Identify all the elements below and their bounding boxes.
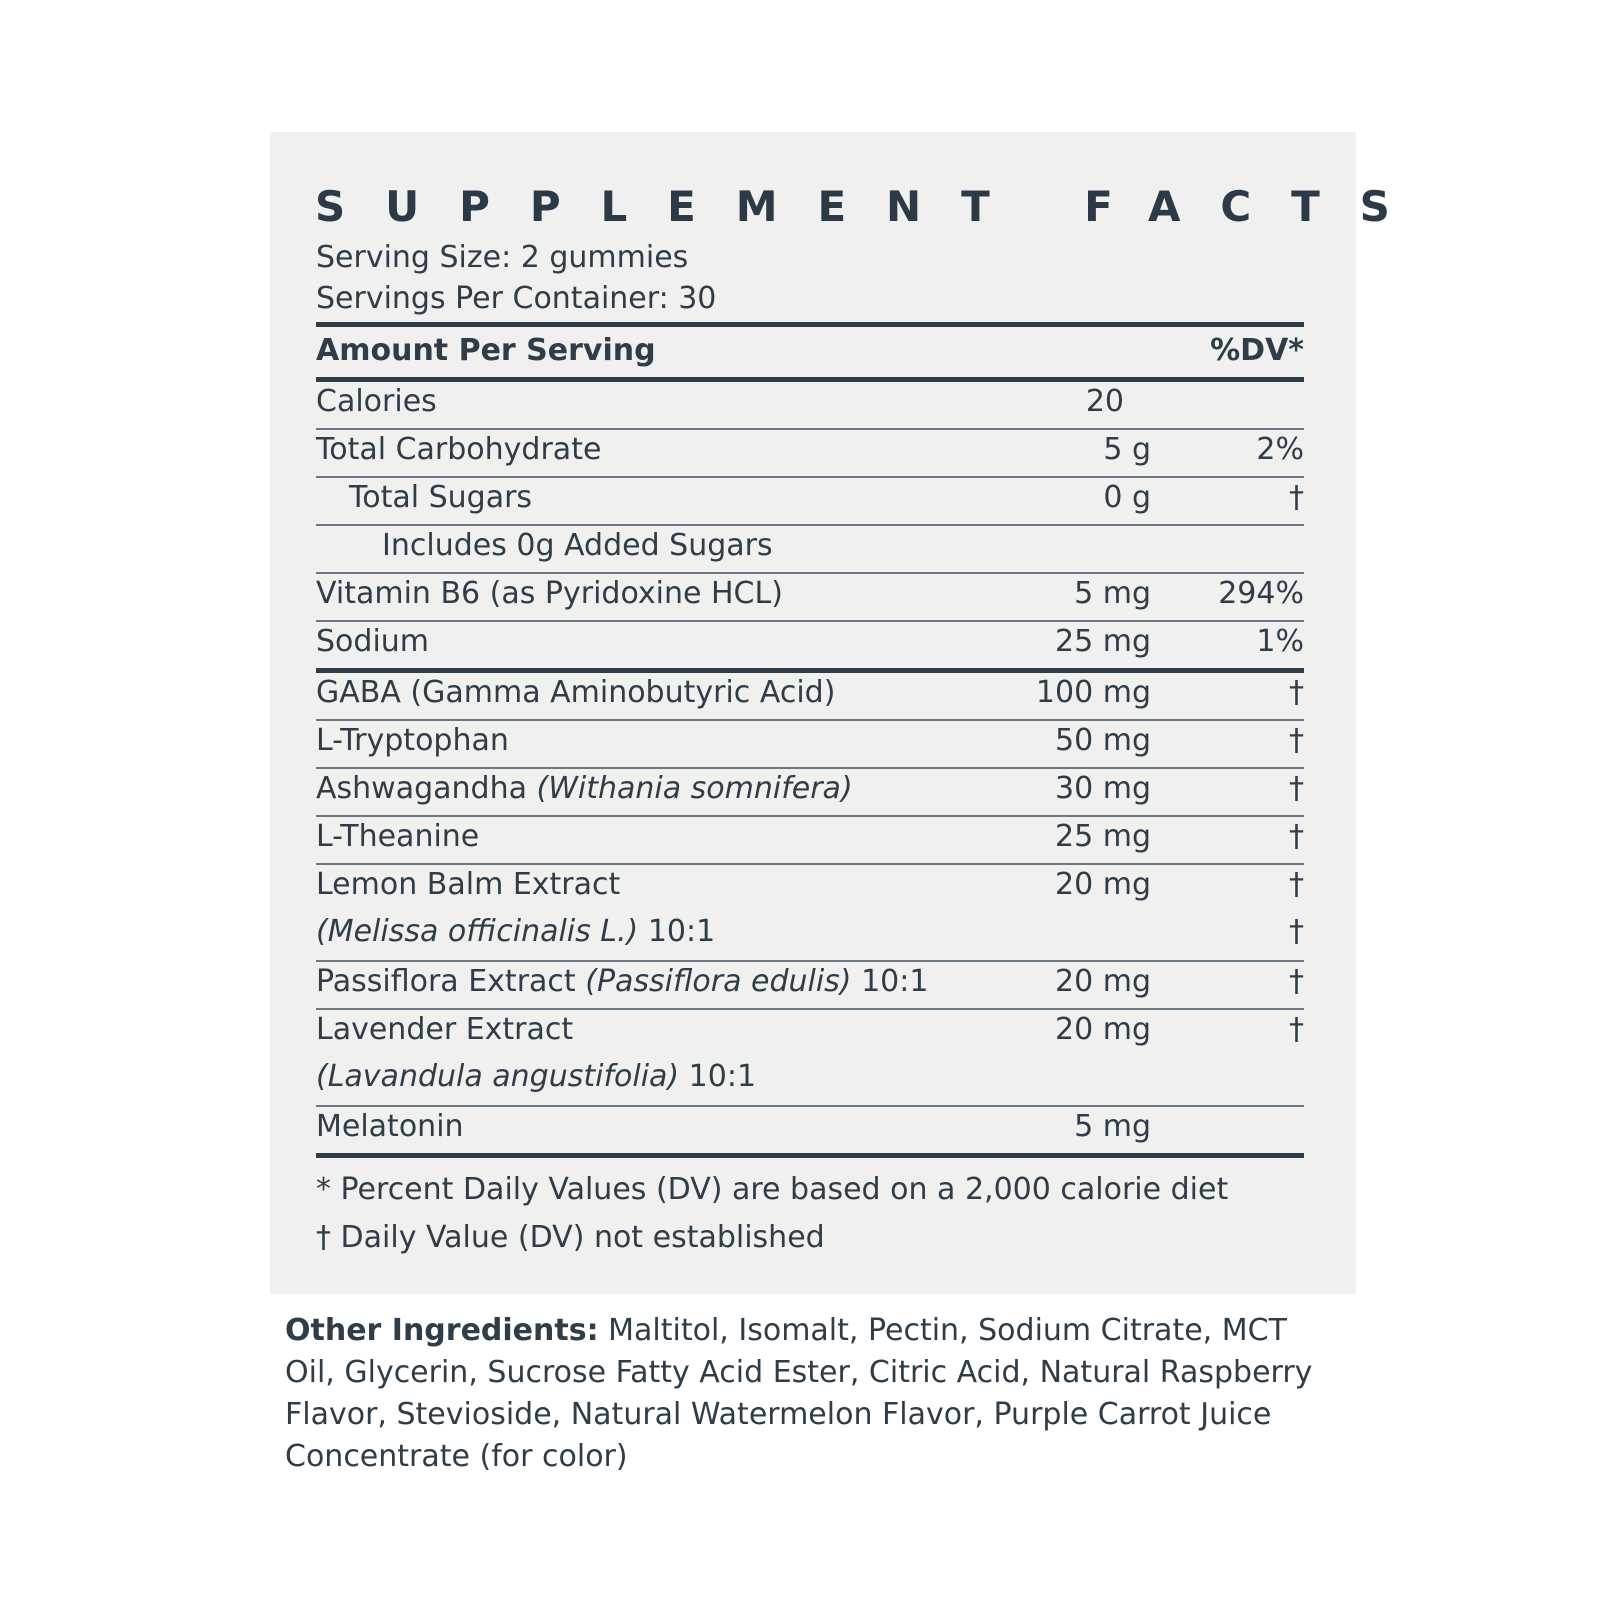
nutrient-amount: 5 mg [1074, 1109, 1151, 1144]
nutrient-amount: 20 mg [1055, 964, 1151, 999]
table-row [316, 1107, 1304, 1153]
table-row [316, 1010, 1304, 1105]
dv-footnote: * Percent Daily Values (DV) are based on a 2,000 calorie diet [316, 1172, 1229, 1207]
table-row [316, 721, 1304, 767]
nutrient-amount: 20 [1085, 384, 1124, 419]
nutrient-name: Calories [316, 384, 437, 419]
amount-per-serving-heading: Amount Per Serving [316, 333, 656, 368]
table-row [316, 673, 1304, 719]
table-header [316, 327, 1304, 377]
nutrient-dv: 2% [1256, 432, 1304, 467]
nutrient-name [316, 771, 853, 806]
nutrient-name: Lemon Balm Extract [316, 867, 621, 902]
nutrient-name: Total Sugars [349, 480, 533, 515]
nutrient-name: Lavender Extract [316, 1012, 574, 1047]
extract-ratio: 10:1 [861, 964, 929, 999]
facts-table [316, 322, 1304, 1158]
nutrient-dv: † [1289, 723, 1304, 758]
ingredient-common-name: Passiflora Extract [316, 964, 576, 999]
table-row [316, 526, 1304, 572]
divider-thick [316, 1153, 1304, 1158]
ingredient-common-name: Ashwagandha [316, 771, 527, 806]
dv-heading: %DV* [1210, 333, 1304, 368]
nutrient-name: L-Theanine [316, 819, 480, 854]
nutrient-name: Total Carbohydrate [316, 432, 602, 467]
nutrient-dv: † [1289, 819, 1304, 854]
table-row [316, 769, 1304, 815]
table-row [316, 574, 1304, 620]
ingredient-subline [316, 1059, 756, 1094]
table-row [316, 622, 1304, 668]
nutrient-name [316, 964, 928, 999]
nutrient-amount: 5 mg [1074, 576, 1151, 611]
nutrient-amount: 30 mg [1055, 771, 1151, 806]
other-ingredients-label: Other Ingredients: [285, 1313, 599, 1348]
table-row [316, 430, 1304, 476]
nutrient-amount: 20 mg [1055, 1012, 1151, 1047]
extract-ratio: 10:1 [688, 1059, 757, 1094]
nutrient-amount: 0 g [1103, 480, 1151, 515]
ingredient-latin-name: (Withania somnifera) [536, 771, 853, 806]
nutrient-dv: 1% [1256, 624, 1304, 659]
nutrient-dv: 294% [1218, 576, 1304, 611]
nutrient-dv: † [1289, 771, 1304, 806]
nutrient-name: Vitamin B6 (as Pyridoxine HCL) [316, 576, 783, 611]
nutrient-dv: † [1289, 675, 1304, 710]
servings-per-container: Servings Per Container: 30 [316, 281, 717, 316]
nutrient-name: Sodium [316, 624, 430, 659]
table-row [316, 817, 1304, 863]
table-row [316, 865, 1304, 960]
dagger-footnote: † Daily Value (DV) not established [316, 1220, 825, 1255]
nutrient-amount: 20 mg [1055, 867, 1151, 902]
supplement-facts-panel [270, 132, 1430, 1294]
supplement-facts-title: SUPPLEMENT FACTS [315, 182, 1430, 231]
nutrient-name: GABA (Gamma Aminobutyric Acid) [316, 675, 836, 710]
table-row [316, 962, 1304, 1008]
serving-size: Serving Size: 2 gummies [316, 240, 689, 275]
ingredient-latin-name: (Passiflora edulis) [585, 964, 852, 999]
nutrient-dv: † [1289, 964, 1304, 999]
ingredient-latin-name: (Melissa officinalis L.) [316, 914, 639, 949]
nutrient-amount: 100 mg [1035, 675, 1151, 710]
ingredient-subline [316, 914, 715, 949]
nutrient-amount: 50 mg [1055, 723, 1151, 758]
nutrient-amount: 25 mg [1055, 819, 1151, 854]
ingredient-latin-name: (Lavandula angustifolia) [316, 1059, 680, 1094]
table-row [316, 382, 1304, 428]
table-row [316, 478, 1304, 524]
nutrient-dv: † [1289, 867, 1304, 902]
nutrient-name: L-Tryptophan [316, 723, 509, 758]
nutrient-dv: † [1289, 1012, 1304, 1047]
nutrient-amount: 25 mg [1055, 624, 1151, 659]
nutrient-dv: † [1289, 480, 1304, 515]
other-ingredients [285, 1310, 1335, 1478]
extract-ratio: 10:1 [647, 914, 716, 949]
nutrient-name: Melatonin [316, 1109, 464, 1144]
nutrient-amount: 5 g [1103, 432, 1151, 467]
nutrient-name: Includes 0g Added Sugars [382, 528, 773, 563]
other-ingredients-text: Maltitol, Isomalt, Pectin, Sodium Citrate, MCT Oil, Glycerin, Sucrose Fatty Acid Ester, Citric Acid, Natural Raspberry Flavor, Stevioside, Natural Watermelon Flavor, Purple Carrot Juice Concentrate (for color) [285, 1313, 1313, 1474]
nutrient-dv-secondary: † [1289, 914, 1304, 949]
